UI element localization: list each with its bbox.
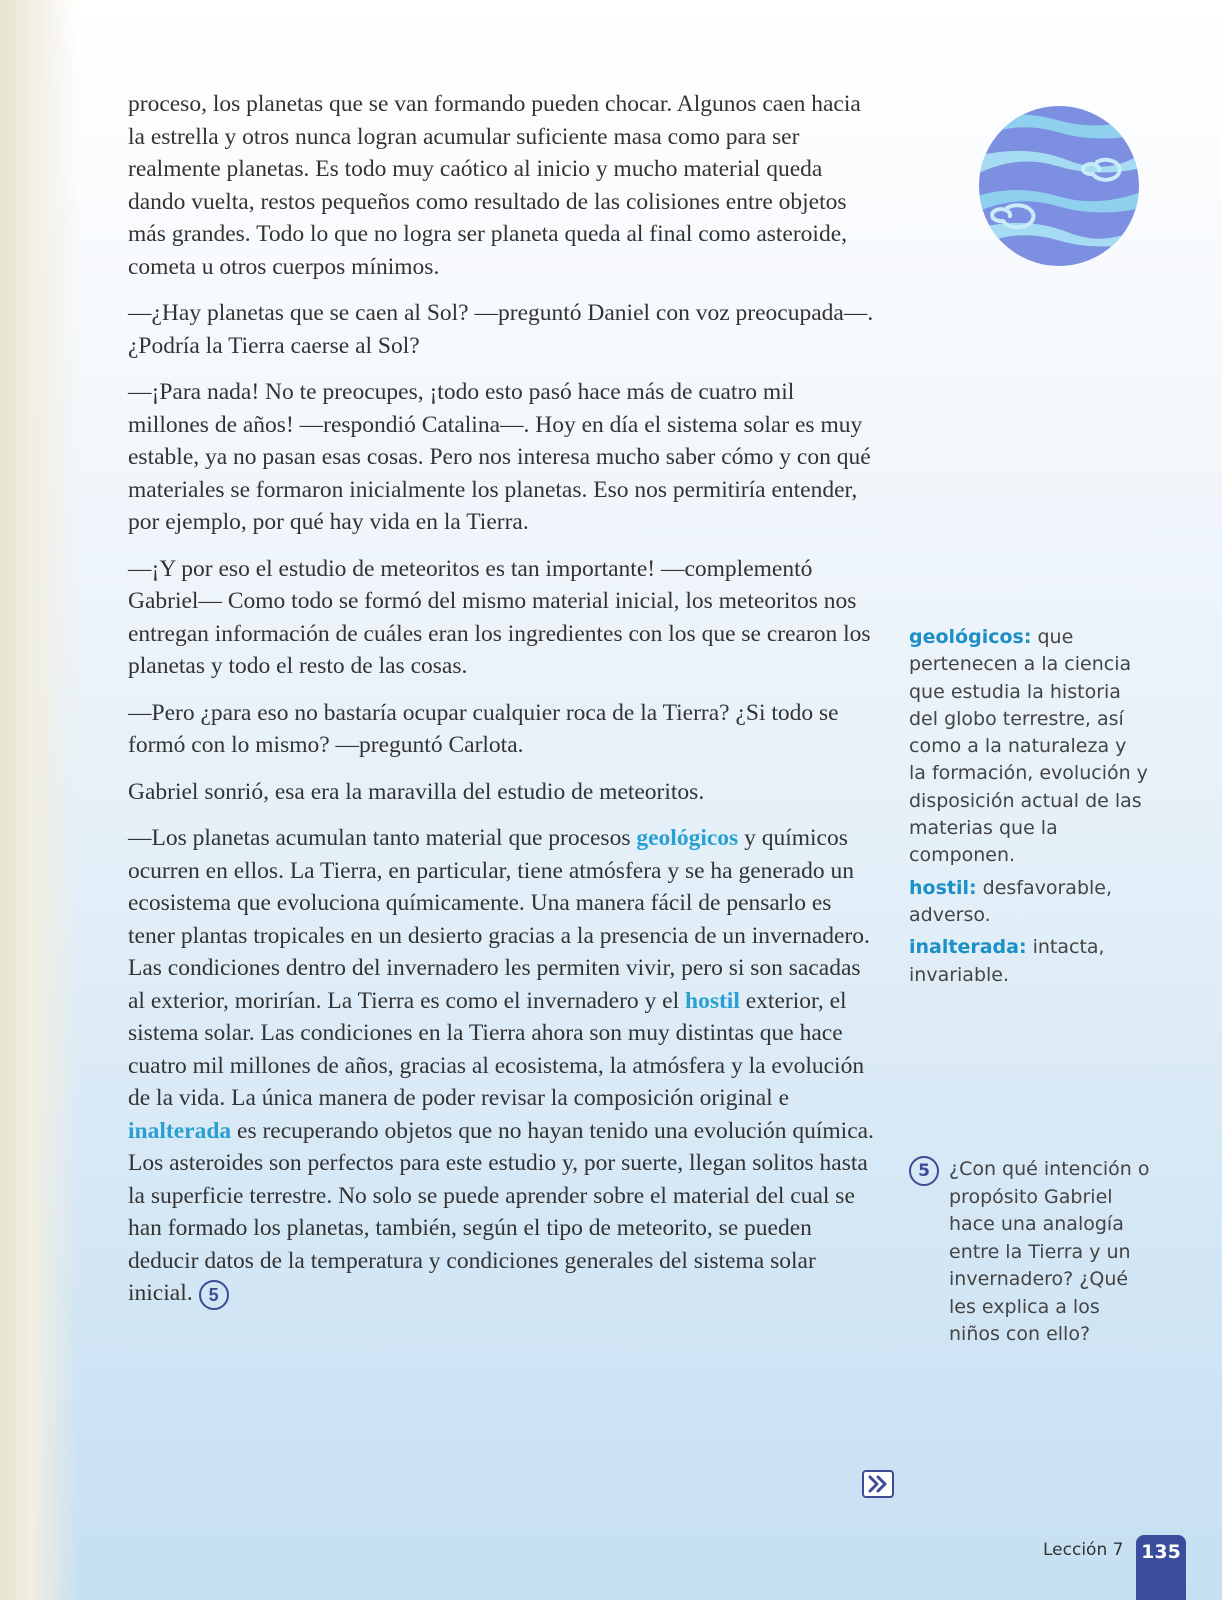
paragraph: —¡Para nada! No te preocupes, ¡todo esto pasó hace más de cuatro mil millones de años! —respondió Catalina—. Hoy en día el sistema solar es muy estable, ya no pasan esas cosas. Pero nos interesa mucho saber cómo y con qué materiales se formaron inicialmente los planetas. Eso nos permitiría entender, por ejemplo, por qué hay vida en la Tierra.: [128, 379, 871, 535]
text-run: y químicos ocurren en ellos. La Tierra, en particular, tiene atmósfera y se ha generado un ecosistema que evoluciona químicamente. Una manera fácil de pensarlo es tener plantas tropicales en un desierto gracias a la presencia de un invernadero. Las condiciones dentro del invernadero les permiten vivir, pero si son sacadas al exterior, morirían. La Tierra es como el invernadero y el: [128, 825, 870, 1014]
paragraph: —¿Hay planetas que se caen al Sol? —preguntó Daniel con voz preocupada—. ¿Podría la Tierra caerse al Sol?: [128, 300, 874, 359]
planet-illustration: [977, 104, 1141, 268]
glossary-definition: intacta, invariable.: [909, 936, 1105, 986]
main-text: [128, 88, 878, 1324]
glossary-definition: desfavorable, adverso.: [909, 876, 1113, 926]
glossary-definition: que pertenecen a la ciencia que estudia la historia del globo terrestre, así como a la naturaleza y la formación, evolución y disposición actual de las materias que la componen.: [909, 626, 1148, 867]
page-spine-shadow: [0, 0, 80, 1600]
paragraph: —Pero ¿para eso no bastaría ocupar cualquier roca de la Tierra? ¿Si todo se formó con lo mismo? —preguntó Carlota.: [128, 699, 839, 758]
glossary-sidebar: [909, 624, 1149, 994]
question-reference-badge[interactable]: 5: [199, 1280, 229, 1310]
text-run: —Los planetas acumulan tanto material que procesos: [128, 825, 637, 851]
double-chevron-right-icon: [864, 1472, 892, 1496]
question-box: [909, 1156, 1154, 1349]
keyword-geologicos[interactable]: geológicos: [636, 825, 739, 851]
next-page-button[interactable]: [862, 1470, 894, 1498]
glossary-entry: [909, 934, 1149, 989]
glossary-term: geológicos:: [909, 626, 1032, 648]
glossary-entry: [909, 624, 1149, 870]
paragraph: proceso, los planetas que se van formando pueden chocar. Algunos caen hacia la estrella y otros nunca logran acumular suficiente masa como para ser realmente planetas. Es todo muy caótico al inicio y mucho material queda dando vuelta, restos pequeños como resultado de las colisiones entre objetos más grandes. Todo lo que no logra ser planeta queda al final como asteroide, cometa u otros cuerpos mínimos.: [128, 91, 861, 280]
paragraph: —¡Y por eso el estudio de meteoritos es tan importante! —complementó Gabriel— Como todo se formó del mismo material inicial, los meteoritos nos entregan información de cuáles eran los ingredientes con los que se crearon los planetas y todo el resto de las cosas.: [128, 555, 871, 679]
page-number: 135: [1136, 1535, 1186, 1600]
glossary-term: inalterada:: [909, 936, 1027, 959]
question-text: ¿Con qué intención o propósito Gabriel hace una analogía entre la Tierra y un invernadero? ¿Qué les explica a los niños con ello?: [949, 1158, 1150, 1345]
text-run: es recuperando objetos que no hayan tenido una evolución química. Los asteroides son perfectos para este estudio y, por suerte, llegan solitos hasta la superficie terrestre. No solo se puede aprender sobre el material del cual se han formado los planetas, también, según el tipo de meteorito, se pueden deducir datos de la temperatura y condiciones generales del sistema solar inicial.: [128, 1117, 874, 1306]
paragraph: [128, 822, 878, 1310]
glossary-entry: [909, 875, 1149, 930]
text-run: exterior, el sistema solar. Las condiciones en la Tierra ahora son muy distintas que hace cuatro mil millones de años, gracias al ecosistema, la atmósfera y la evolución de la vida. La única manera de poder revisar la composición original e: [128, 987, 865, 1111]
glossary-term: hostil:: [909, 876, 977, 899]
keyword-hostil[interactable]: hostil: [685, 987, 740, 1014]
keyword-inalterada[interactable]: inalterada: [128, 1117, 232, 1144]
paragraph: Gabriel sonrió, esa era la maravilla del estudio de meteoritos.: [128, 778, 705, 805]
question-number-badge: 5: [909, 1156, 939, 1186]
lesson-label: Lección 7: [1043, 1540, 1124, 1560]
